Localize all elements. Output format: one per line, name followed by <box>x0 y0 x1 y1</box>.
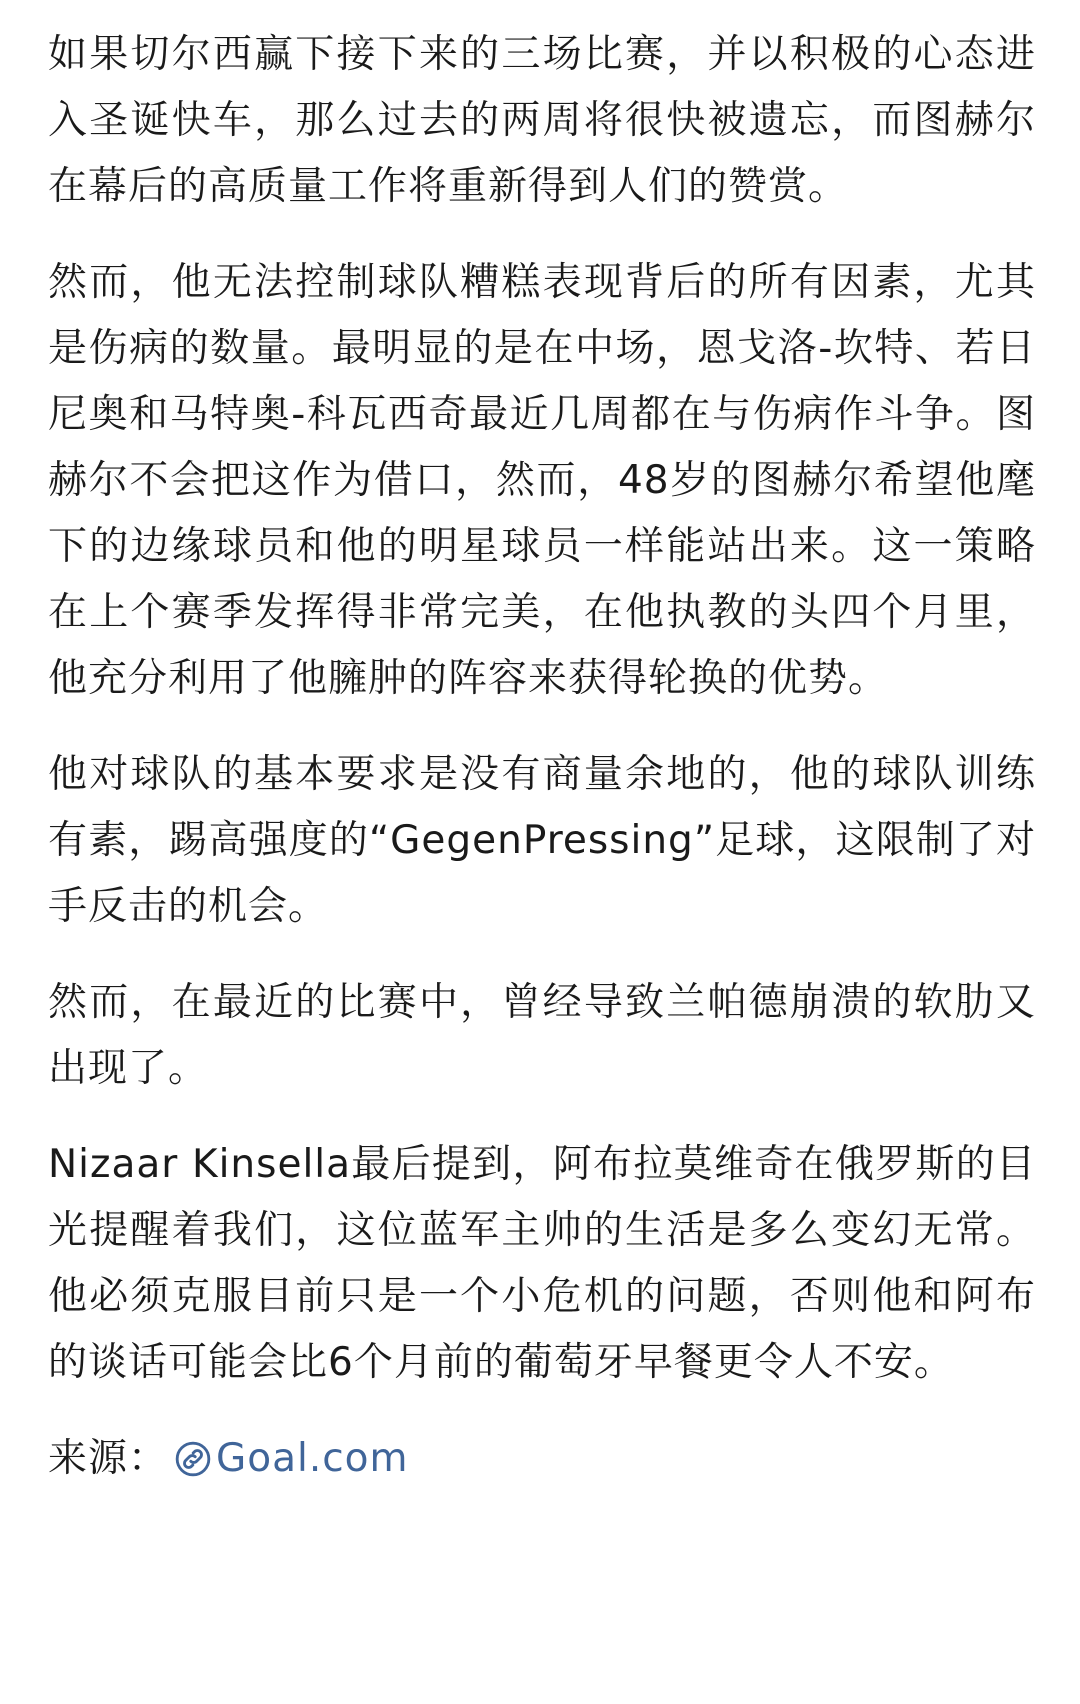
source-label: 来源： <box>48 1436 169 1481</box>
source-link[interactable] <box>174 1426 409 1492</box>
article-body <box>48 22 1036 1492</box>
paragraph-2: 然而，他无法控制球队糟糕表现背后的所有因素，尤其是伤病的数量。最明显的是在中场，恩戈洛-坎特、若日尼奥和马特奥-科瓦西奇最近几周都在与伤病作斗争。图赫尔不会把这作为借口，然而，48岁的图赫尔希望他麾下的边缘球员和他的明星球员一样能站出来。这一策略在上个赛季发挥得非常完美，在他执教的头四个月里，他充分利用了他臃肿的阵容来获得轮换的优势。 <box>48 260 1036 701</box>
paragraph-4: 然而，在最近的比赛中，曾经导致兰帕德崩溃的软肋又出现了。 <box>48 980 1036 1091</box>
source-line <box>48 1426 1036 1492</box>
source-link-text[interactable]: Goal.com <box>216 1436 409 1481</box>
link-icon <box>174 1440 212 1478</box>
paragraph-1: 如果切尔西赢下接下来的三场比赛，并以积极的心态进入圣诞快车，那么过去的两周将很快被遗忘，而图赫尔在幕后的高质量工作将重新得到人们的赞赏。 <box>48 32 1036 209</box>
paragraph-5: Nizaar Kinsella最后提到，阿布拉莫维奇在俄罗斯的目光提醒着我们，这位蓝军主帅的生活是多么变幻无常。他必须克服目前只是一个小危机的问题，否则他和阿布的谈话可能会比6个月前的葡萄牙早餐更令人不安。 <box>48 1142 1036 1385</box>
paragraph-3: 他对球队的基本要求是没有商量余地的，他的球队训练有素，踢高强度的“GegenPressing”足球，这限制了对手反击的机会。 <box>48 752 1036 929</box>
